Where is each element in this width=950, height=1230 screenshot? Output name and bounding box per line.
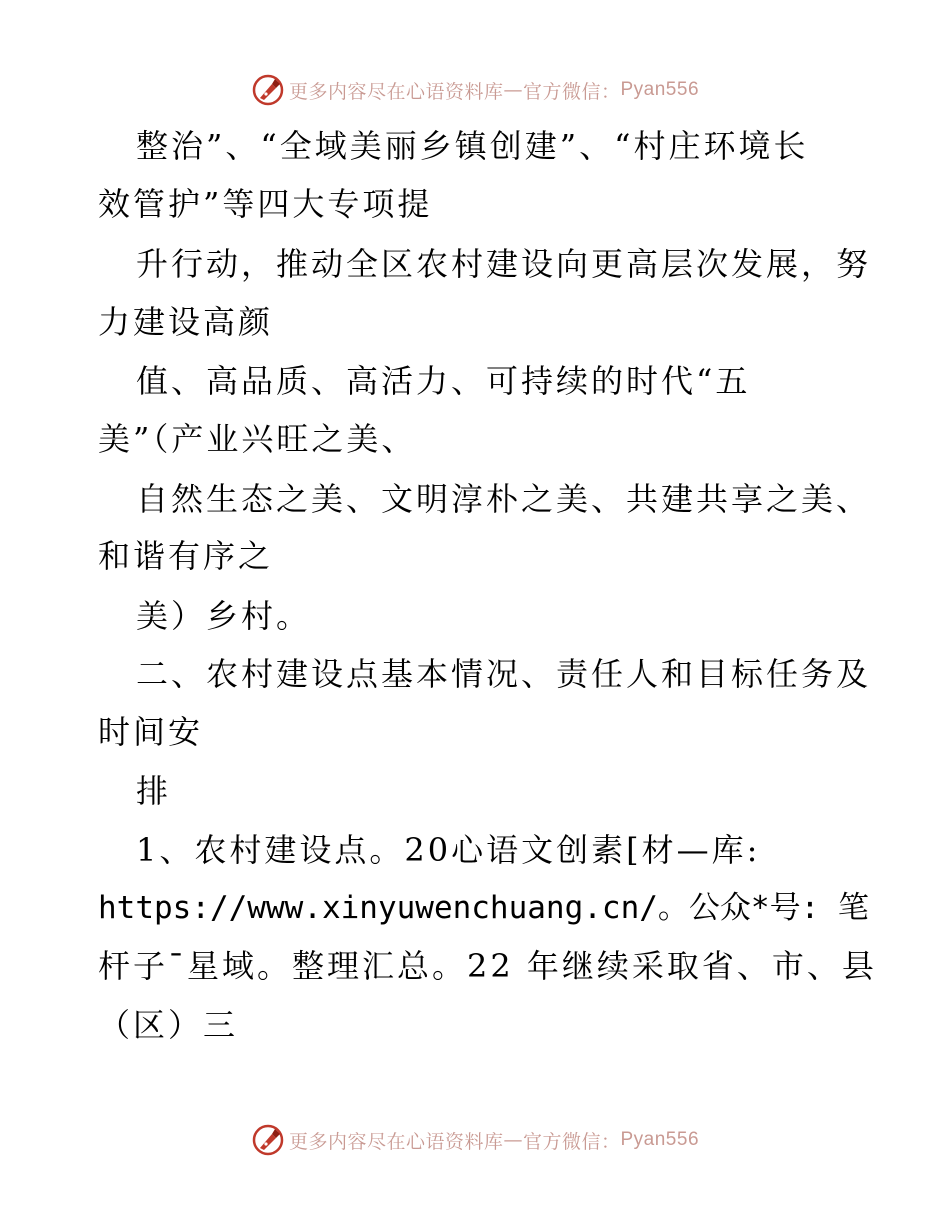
- watermark-site-text: 更多内容尽在心语资料库: [288, 1130, 504, 1153]
- body-line: 自然生态之美、文明淳朴之美、共建共享之美、: [136, 480, 872, 518]
- pen-nib-logo-icon: [251, 73, 285, 107]
- body-line: 二、农村建设点基本情况、责任人和目标任务及: [136, 655, 872, 693]
- body-line: 1、农村建设点。20心语文创素[材—库:: [136, 831, 761, 869]
- watermark-wechat-id: Pyan556: [620, 1129, 700, 1150]
- body-line-url: https://www.xinyuwenchuang.cn/。公众*号: 笔: [98, 890, 869, 926]
- body-line: 效管护”等四大专项提: [98, 185, 433, 223]
- body-line: 杆子¯星域。整理汇总。22 年继续采取省、市、县: [98, 947, 877, 985]
- body-line: 时间安: [98, 713, 204, 751]
- body-line: 值、高品质、高活力、可持续的时代“五: [136, 362, 751, 400]
- body-line: 升行动，推动全区农村建设向更高层次发展，努: [136, 245, 872, 283]
- watermark-dash: —: [503, 1129, 523, 1151]
- watermark-wechat-label: 官方微信：: [522, 80, 621, 103]
- pen-nib-logo-icon: [251, 1123, 285, 1157]
- body-line: 力建设高颜: [98, 303, 274, 341]
- footer-watermark: [0, 1118, 950, 1162]
- body-line: 美）乡村。: [136, 597, 312, 635]
- body-line: 整治”、“全域美丽乡镇创建”、“村庄环境长: [136, 127, 809, 165]
- watermark-wechat-label: 官方微信：: [522, 1130, 621, 1153]
- body-line: 美”（产业兴旺之美、: [98, 420, 417, 458]
- watermark-dash: —: [503, 79, 523, 101]
- body-line: （区）三: [98, 1006, 239, 1044]
- watermark-wechat-id: Pyan556: [620, 79, 700, 100]
- watermark-site-text: 更多内容尽在心语资料库: [288, 80, 504, 103]
- body-line: 排: [136, 772, 172, 810]
- body-line: 和谐有序之: [98, 537, 274, 575]
- header-watermark: [0, 68, 950, 112]
